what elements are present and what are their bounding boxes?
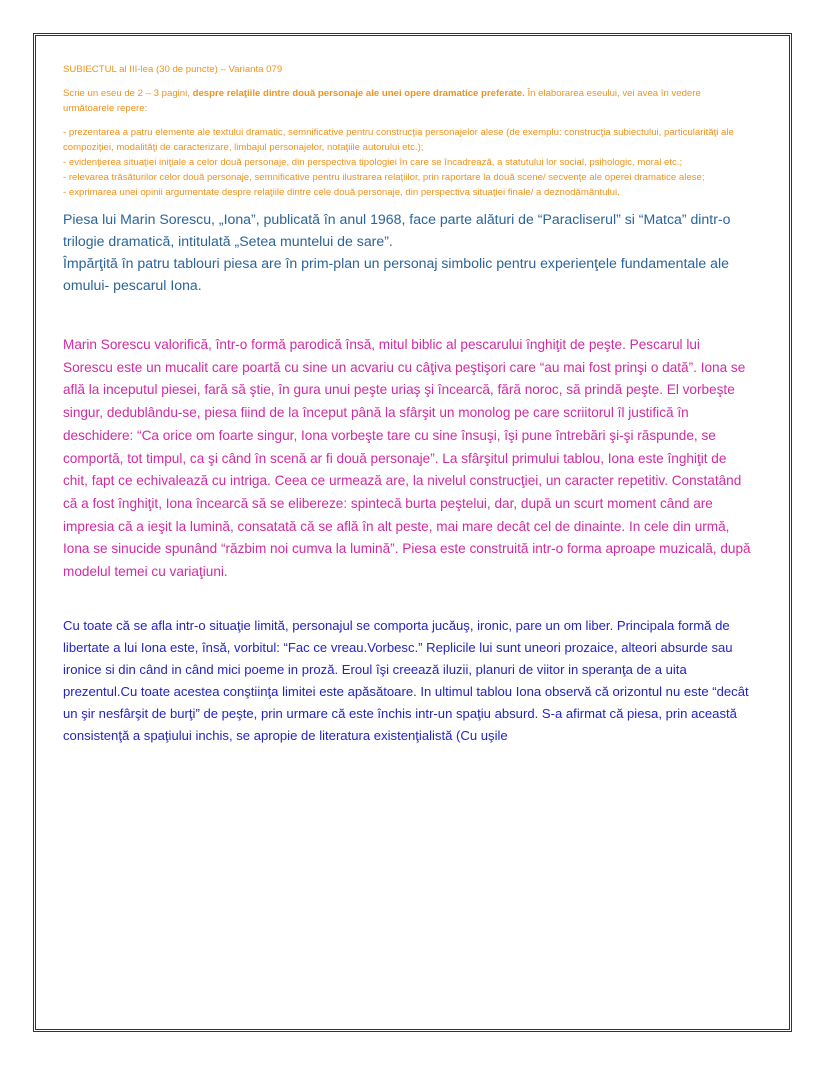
intro-paragraph-2: Împărţită în patru tablouri piesa are în prim-plan un personaj simbolic pentru experienţele fundamentale ale omului- pescarul Iona. (63, 255, 729, 293)
exam-task (63, 86, 753, 116)
task-prefix: Scrie un eseu de 2 – 3 pagini, (63, 88, 193, 99)
requirement-item: - prezentarea a patru elemente ale textului dramatic, semnificative pentru construcţia personajelor alese (de exemplu: construcţia subiectului, particularităţi ale compoziţiei, modalităţi de caracterizare, limbajul personajelor, notaţiile autorului etc.); (63, 127, 734, 153)
requirement-item: - relevarea trăsăturilor celor două personaje, semnificative pentru ilustrarea relaţiilor, prin raportare la două scene/ secvenţe ale operei dramatice alese; (63, 172, 705, 183)
requirements-list (63, 125, 753, 200)
essay-paragraph-magenta: Marin Sorescu valorifică, într-o formă parodică însă, mitul biblic al pescarului înghiţit de peşte. Pescarul lui Sorescu este un mucalit care poartă cu sine un acvariu cu câţiva peştişori care “au mai fost prinşi o dată”. Iona se află la inceputul piesei, fară să ştie, în gura unui peşte uriaş şi încearcă, fără noroc, să prindă peşte. El vorbeşte singur, dedublându-se, piesa fiind de la început până la sfârşit un monolog pe care scriitorul îl justifică în deschidere: “Ca orice om foarte singur, Iona vorbeşte tare cu sine însuşi, îşi pune întrebări şi-şi răspunde, se comportă, tot timpul, ca şi când în scenă ar fi două personaje”. La sfârşitul primului tablou, Iona este înghiţit de chit, fapt ce echivalează cu intriga. Ceea ce urmează are, la nivelul construcţiei, un caracter repetitiv. Constatând că a fost înghiţit, Iona încearcă să se elibereze: spintecă burta peştelui, dar, după un scurt moment când are impresia că a ieşit la lumină, consatată că se află în alt peste, mai mare decât cel de dinainte. In cele din urmă, Iona se sinucide spunând “răzbim noi cumva la lumină”. Piesa este construită intr-o forma aproape muzicală, după modelul temei cu variaţiuni. (63, 337, 751, 580)
intro-paragraph-1: Piesa lui Marin Sorescu, „Iona”, publicată în anul 1968, face parte alături de “Paracliserul” si “Matca” dintr-o trilogie dramatică, intitulată „Setea muntelui de sare”. (63, 211, 731, 249)
requirement-item: - exprimarea unei opinii argumentate despre relaţiile dintre cele două personaje, din perspectiva situaţiei finale/ a deznodământului. (63, 187, 620, 198)
task-bold: despre relaţiile dintre două personaje ale unei opere dramatice preferate. (192, 88, 525, 99)
exam-heading: SUBIECTUL al III-lea (30 de puncte) – Varianta 079 (63, 64, 283, 75)
essay-paragraph-blue: Cu toate că se afla intr-o situaţie limită, personajul se comporta jucăuş, ironic, pare un om liber. Principala formă de libertate a lui Iona este, însă, vorbitul: “Fac ce vreau.Vorbesc.” Replicile lui sunt uneori prozaice, alteori absurde sau ironice si din când in când mici poeme in proză. Eroul îşi creează iluzii, planuri de viitor in speranţa de a uita prezentul.Cu toate acestea conştiinţa limitei este apăsătoare. In ultimul tablou Iona observă că orizontul nu este “decât un şir nesfârşit de burţi” de peşte, prin urmare că este închis intr-un spaţiu absurd. S-a afirmat că piesa, prin această consistenţă a spaţiului inchis, se apropie de literatura existenţialistă (Cu uşile (63, 617, 749, 743)
document-body (63, 62, 753, 747)
task-suffix: În elaborarea eseului, vei avea în vedere următoarele repere: (63, 88, 701, 114)
requirement-item: - evidenţierea situaţiei iniţiale a celor două personaje, din perspectiva tipologiei în care se încadrează, a statutului lor social, psihologic, moral etc.; (63, 157, 683, 168)
